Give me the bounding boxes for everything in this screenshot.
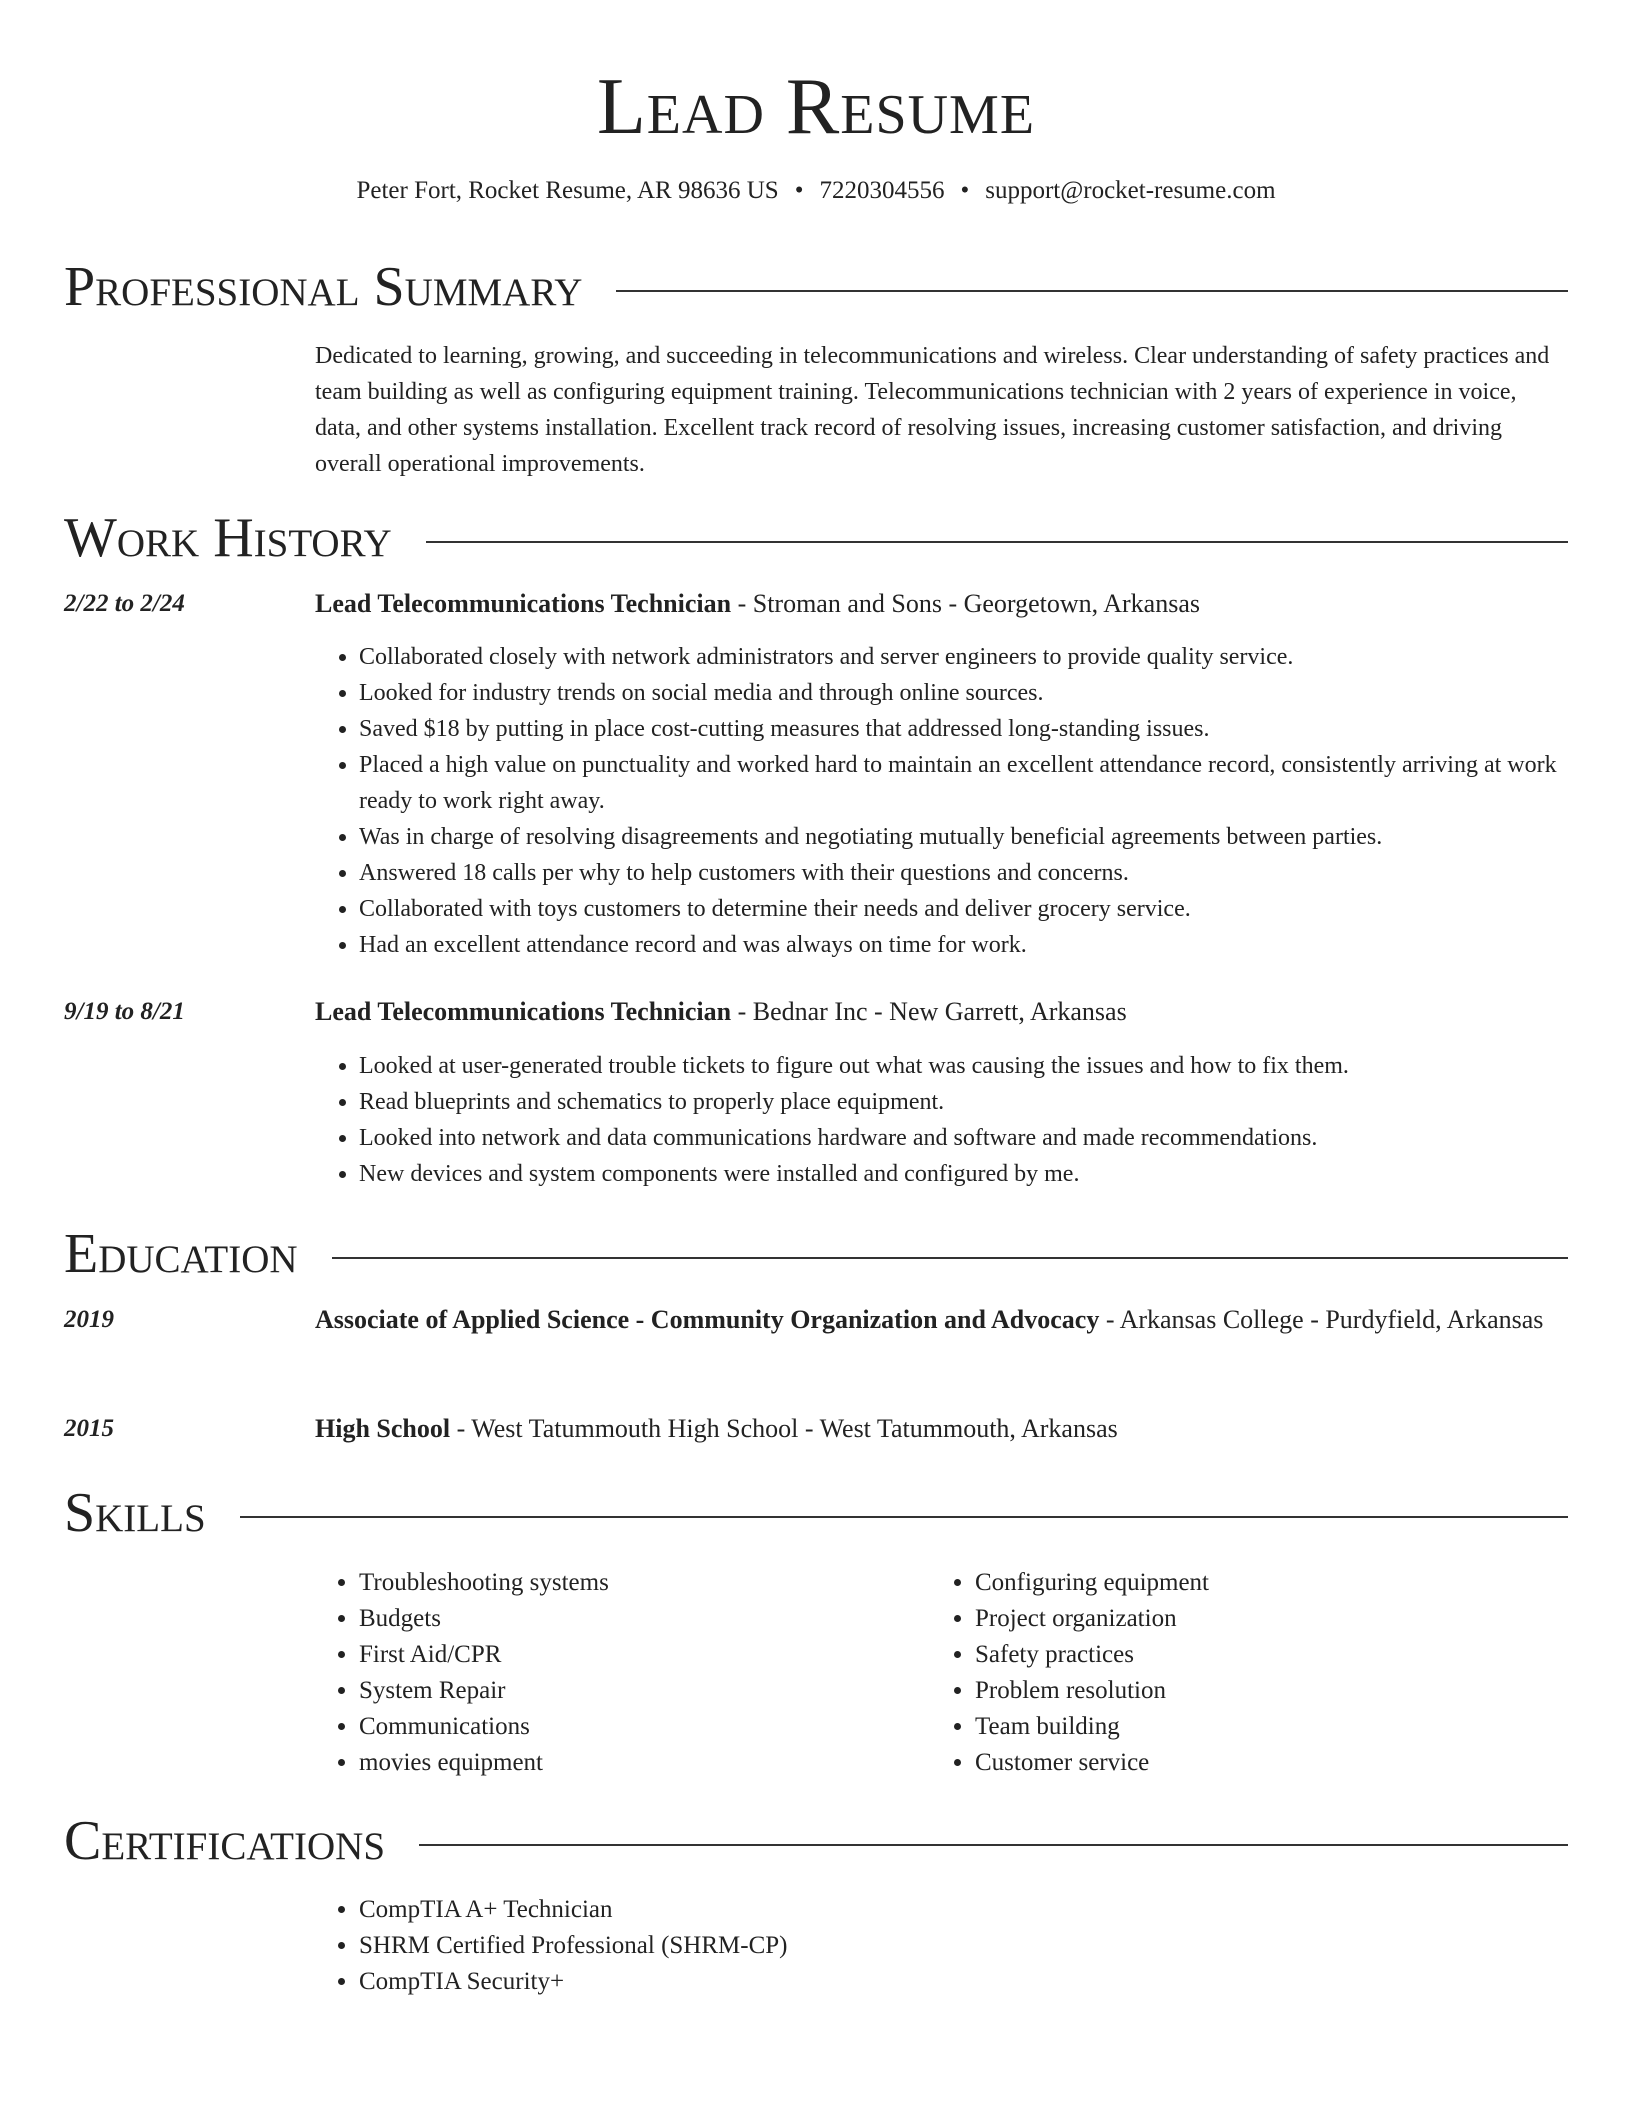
- summary-section-header: [64, 254, 1568, 320]
- section-divider: [240, 1516, 1568, 1518]
- list-item: • Answered 18 calls per why to help customers with their questions and concerns.: [359, 855, 1568, 891]
- education-degree: Associate of Applied Science - Community Organization and Advocacy: [315, 1305, 1100, 1334]
- skills-section-header: [64, 1480, 1568, 1546]
- education-section-header: [64, 1221, 1568, 1287]
- contact-email: support@rocket-resume.com: [985, 177, 1276, 204]
- job-heading: [315, 992, 1568, 1032]
- contact-separator: •: [794, 177, 804, 204]
- contact-phone: 7220304556: [819, 177, 945, 204]
- job-title: Lead Telecommunications Technician: [315, 589, 732, 618]
- section-divider: [332, 1257, 1568, 1259]
- certifications-list: [315, 1892, 1559, 2000]
- skill-item: • Customer service: [975, 1745, 1535, 1781]
- certifications-section-header: [64, 1808, 1568, 1874]
- contact-address: Peter Fort, Rocket Resume, AR 98636 US: [356, 177, 779, 204]
- certification-item: • CompTIA A+ Technician: [359, 1892, 1559, 1928]
- job-details: - Bednar Inc - New Garrett, Arkansas: [731, 997, 1127, 1026]
- education-entry: [315, 1409, 1568, 1449]
- list-item: • Placed a high value on punctuality and worked hard to maintain an excellent attendance record, consistently arriving at work ready to work right away.: [359, 747, 1568, 819]
- list-item: • Was in charge of resolving disagreements and negotiating mutually beneficial agreements between parties.: [359, 819, 1568, 855]
- education-year: 2019: [64, 1306, 114, 1333]
- skill-item: • System Repair: [359, 1673, 919, 1709]
- list-item: • Looked at user-generated trouble tickets to figure out what was causing the issues and how to fix them.: [359, 1048, 1568, 1084]
- list-item: • Collaborated with toys customers to determine their needs and deliver grocery service.: [359, 891, 1568, 927]
- section-title-education: Education: [64, 1223, 298, 1285]
- summary-text: Dedicated to learning, growing, and succeeding in telecommunications and wireless. Clear understanding of safety practices and team building as well as configuring equipment training. Telecommunications technician with 2 years of experience in voice, data, and other systems installation. Excellent track record of resolving issues, increasing customer satisfaction, and driving overall operational improvements.: [315, 343, 1550, 477]
- skills-list-right: [931, 1565, 1535, 1781]
- skill-item: • Problem resolution: [975, 1673, 1535, 1709]
- section-divider: [419, 1844, 1568, 1846]
- skill-item: • Configuring equipment: [975, 1565, 1535, 1601]
- list-item: • Saved $18 by putting in place cost-cutting measures that addressed long-standing issues.: [359, 711, 1568, 747]
- skill-item: • movies equipment: [359, 1745, 919, 1781]
- contact-line: [0, 174, 1632, 208]
- contact-separator: •: [960, 177, 970, 204]
- certification-item: • SHRM Certified Professional (SHRM-CP): [359, 1928, 1559, 1964]
- job-bullets: [315, 1048, 1568, 1192]
- job-heading: [315, 584, 1568, 624]
- list-item: • Collaborated closely with network administrators and server engineers to provide quality service.: [359, 639, 1568, 675]
- education-details: - Arkansas College - Purdyfield, Arkansas: [1099, 1305, 1544, 1334]
- education-year: 2015: [64, 1415, 114, 1442]
- skill-item: • Communications: [359, 1709, 919, 1745]
- skill-item: • Budgets: [359, 1601, 919, 1637]
- job-details: - Stroman and Sons - Georgetown, Arkansas: [731, 589, 1200, 618]
- list-item: • New devices and system components were installed and configured by me.: [359, 1156, 1568, 1192]
- section-title-summary: Professional Summary: [64, 256, 583, 318]
- skill-item: • Troubleshooting systems: [359, 1565, 919, 1601]
- skills-list-left: [315, 1565, 919, 1781]
- list-item: • Looked into network and data communications hardware and software and made recommendations.: [359, 1120, 1568, 1156]
- section-title-certifications: Certifications: [64, 1810, 386, 1872]
- list-item: • Looked for industry trends on social media and through online sources.: [359, 675, 1568, 711]
- skill-item: • First Aid/CPR: [359, 1637, 919, 1673]
- job-bullets: [315, 639, 1568, 963]
- list-item: • Read blueprints and schematics to properly place equipment.: [359, 1084, 1568, 1120]
- job-dates: 2/22 to 2/24: [64, 590, 185, 617]
- skill-item: • Project organization: [975, 1601, 1535, 1637]
- skill-item: • Safety practices: [975, 1637, 1535, 1673]
- resume-name: Lead Resume: [596, 63, 1036, 151]
- list-item: • Had an excellent attendance record and was always on time for work.: [359, 927, 1568, 963]
- job-title: Lead Telecommunications Technician: [315, 997, 732, 1026]
- job-dates: 9/19 to 8/21: [64, 998, 185, 1025]
- certification-item: • CompTIA Security+: [359, 1964, 1559, 2000]
- section-divider: [616, 290, 1568, 292]
- section-title-skills: Skills: [64, 1482, 206, 1544]
- work-section-header: [64, 505, 1568, 571]
- skill-item: • Team building: [975, 1709, 1535, 1745]
- section-divider: [426, 541, 1568, 543]
- section-title-work: Work History: [64, 507, 392, 569]
- education-details: - West Tatummouth High School - West Tatummouth, Arkansas: [450, 1414, 1118, 1443]
- education-degree: High School: [315, 1414, 451, 1443]
- education-entry: [315, 1300, 1568, 1340]
